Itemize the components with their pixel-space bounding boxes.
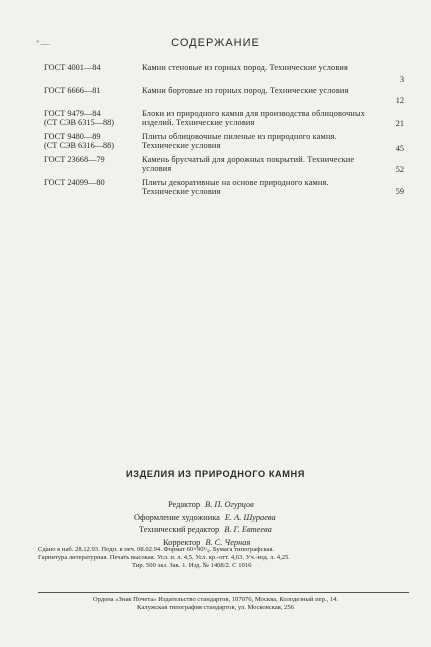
imprint-line: Калужская типография стандартов, ул. Московская, 256 bbox=[137, 604, 294, 611]
toc-entry-code: ГОСТ 6666—81 bbox=[44, 86, 101, 95]
credit-name: В. С. Черная bbox=[205, 537, 251, 547]
toc-entry bbox=[44, 110, 404, 128]
credit-name: В. П. Огурцов bbox=[205, 500, 254, 509]
toc-entry-code: ГОСТ 24099—80 bbox=[44, 178, 105, 187]
credit-role: Редактор bbox=[168, 500, 201, 509]
toc-entry-page: 21 bbox=[395, 119, 404, 128]
credit-line bbox=[124, 499, 344, 512]
credits-block bbox=[124, 499, 344, 549]
toc-entry-page: 3 bbox=[399, 75, 404, 84]
credit-role: Технический редактор bbox=[139, 525, 220, 535]
publication-line: Гарнитура литературная. Печать высокая. Усл. п. л. 4,5. Усл. кр.-отт. 4,63. Уч.-изд. л. 4,25. bbox=[38, 554, 290, 561]
header-mark: "— bbox=[36, 39, 51, 49]
toc-entry-code: ГОСТ 9480—89 (СТ СЭВ 6316—88) bbox=[44, 132, 115, 150]
toc-entry-page: 12 bbox=[395, 96, 404, 105]
toc-entry-page: 52 bbox=[395, 165, 404, 174]
imprint-line: Ордена «Знак Почета» Издательство стандартов, 107076, Москва, Колодезный пер., 14. bbox=[92, 596, 339, 603]
toc-entry bbox=[44, 133, 404, 151]
toc-entry bbox=[44, 156, 404, 174]
table-of-contents bbox=[44, 64, 404, 202]
toc-entry-title: Плиты облицовочные пиленые из природного камня. Технические условия bbox=[142, 132, 337, 150]
toc-entry-title: Блоки из природного камня для производства облицовочных изделий. Технические условия bbox=[142, 109, 366, 127]
publication-line: Тир. 500 экз. Зак. 1. Изд. № 1408/2. С 1016 bbox=[132, 562, 252, 569]
imprint-footer bbox=[0, 596, 431, 612]
credit-name: Е. А. Шураева bbox=[224, 512, 276, 522]
credit-role: Оформление художника bbox=[134, 512, 220, 522]
credit-role: Корректор bbox=[163, 537, 201, 547]
toc-entry-page: 59 bbox=[395, 187, 404, 196]
contents-heading: СОДЕРЖАНИЕ bbox=[171, 37, 260, 49]
toc-entry bbox=[44, 87, 404, 105]
toc-entry bbox=[44, 179, 404, 197]
toc-entry bbox=[44, 64, 404, 82]
toc-entry-title: Плиты декоративные на основе природного камня. Технические условия bbox=[142, 178, 329, 196]
credit-name: В. Г. Евтеева bbox=[224, 525, 272, 535]
toc-entry-code: ГОСТ 23668—79 bbox=[44, 155, 105, 164]
publication-line: Сдано в наб. 28.12.93. Подп. в печ. 08.02.94. Формат 60×90¹/₈. Бумага типографская. bbox=[38, 546, 275, 553]
publication-details bbox=[38, 546, 410, 570]
book-title: ИЗДЕЛИЯ ИЗ ПРИРОДНОГО КАМНЯ bbox=[126, 469, 305, 479]
divider bbox=[38, 592, 409, 593]
toc-entry-title: Камни стеновые из горных пород. Технические условия bbox=[142, 63, 348, 72]
credit-line bbox=[124, 512, 344, 525]
credit-line bbox=[124, 524, 344, 537]
toc-entry-code: ГОСТ 4001—84 bbox=[44, 63, 101, 72]
toc-entry-title: Камень брусчатый для дорожных покрытий. Технические условия bbox=[142, 155, 355, 173]
toc-entry-title: Камни бортовые из горных пород. Технические условия bbox=[142, 86, 349, 95]
toc-entry-code: ГОСТ 9479—84 (СТ СЭВ 6315—88) bbox=[44, 109, 115, 127]
toc-entry-page: 45 bbox=[395, 144, 404, 153]
